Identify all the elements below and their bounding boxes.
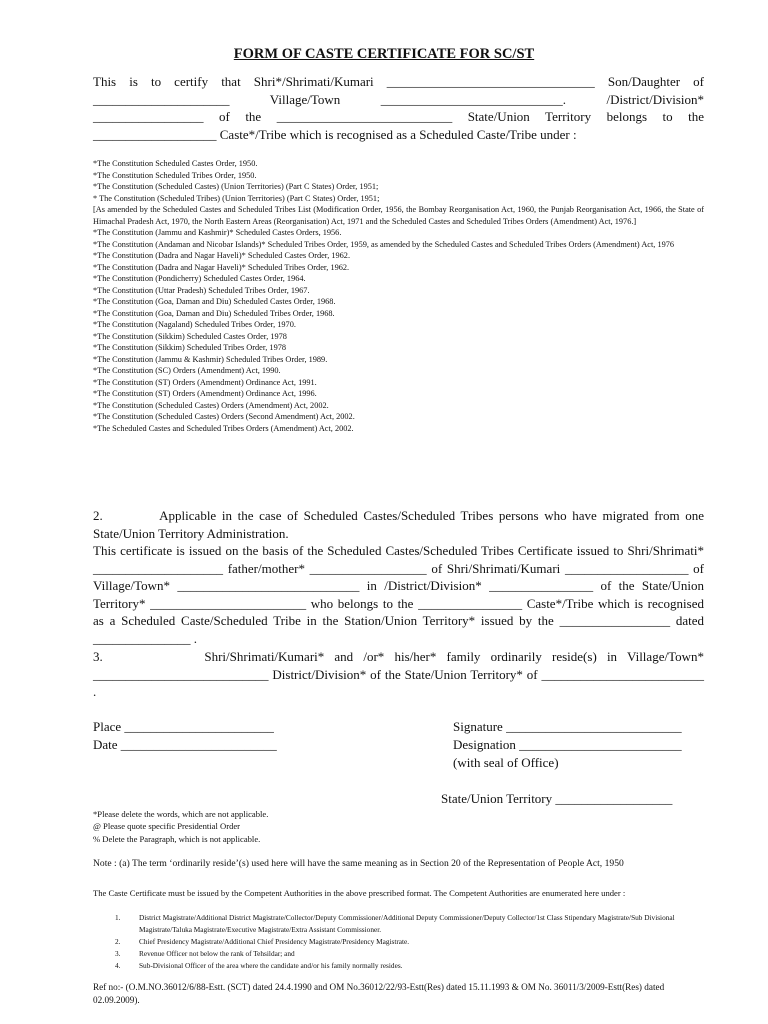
order-item: *The Constitution (Uttar Pradesh) Scheduled Tribes Order, 1967. (93, 285, 310, 295)
competent-authorities-intro: The Caste Certificate must be issued by the Competent Authorities in the above prescribed format. The Competent Authorities are enumerated here under : (93, 888, 626, 898)
order-item: *The Constitution (Sikkim) Scheduled Tribes Order, 1978 (93, 343, 287, 352)
footnote: *Please delete the words, which are not applicable. (93, 809, 269, 819)
constitution-orders-list (93, 158, 704, 434)
form-title: FORM OF CASTE CERTIFICATE FOR SC/ST (233, 46, 535, 62)
competent-authorities-list (115, 912, 705, 972)
order-item: *The Constitution (Dadra and Nagar Haveli)* Scheduled Castes Order, 1962. (93, 251, 351, 260)
order-item: *The Constitution (Andaman and Nicobar Islands)* Scheduled Tribes Order, 1959, as amended by the Scheduled Castes and Scheduled Tribes Orders (Amendment) Act, 1976 (93, 239, 675, 249)
order-item: *The Constitution (Pondicherry) Scheduled Castes Order, 1964. (93, 274, 306, 283)
state-ut-field: State/Union Territory __________________ (441, 791, 673, 806)
certification-paragraph: This is to certify that Shri*/Shrimati/Kumari ________________________________ Son/Daughter of _____________________ Village/Town ____________________________. /District/Division* _________________ of the ___________________________ State/Union Territory belongs to the ___________________ Caste*/Tribe which is recognised as a Scheduled Caste/Tribe under : (93, 74, 704, 142)
order-item: *The Constitution (Nagaland) Scheduled Tribes Order, 1970. (93, 320, 296, 329)
migration-paragraph: 2. Applicable in the case of Scheduled Castes/Scheduled Tribes persons who have migrated from one State/Union Territory Administration. (93, 508, 704, 541)
place-field: Place _______________________ (93, 719, 274, 734)
footnote: @ Please quote specific Presidential Order (93, 821, 241, 832)
order-item: *The Constitution (Goa, Daman and Diu) Scheduled Tribes Order, 1968. (93, 308, 335, 318)
order-item: * The Constitution (Scheduled Tribes) (Union Territories) (Part C States) Order, 1951; (93, 193, 380, 203)
order-item: *The Constitution (ST) Orders (Amendment) Ordinance Act, 1991. (93, 377, 317, 387)
list-item: 2. Chief Presidency Magistrate/Additional Chief Presidency Magistrate/Presidency Magistrate. (115, 936, 410, 946)
order-item: *The Constitution (SC) Orders (Amendment) Act, 1990. (93, 366, 281, 375)
signature-field: Signature ___________________________ (453, 719, 682, 734)
list-item: 1. District Magistrate/Additional District Magistrate/Collector/Deputy Commissioner/Additional Deputy Commissioner/Deputy Collector/1st Class Stipendary Magistrate/Sub Divisional Magistrate/Taluka Magistrate/Executive Magistrate/Extra Assistant Commissioner. (115, 913, 675, 934)
note-paragraph: Note : (a) The term ‘ordinarily reside’(s) used here will have the same meaning as in Section 20 of the Representation of People Act, 1950 (93, 858, 624, 869)
seal-note: (with seal of Office) (453, 755, 559, 770)
order-item: *The Constitution (Dadra and Nagar Haveli)* Scheduled Tribes Order, 1962. (93, 262, 350, 272)
order-item: *The Constitution (Scheduled Castes) Orders (Second Amendment) Act, 2002. (93, 412, 355, 421)
order-item: *The Constitution (Jammu and Kashmir)* Scheduled Castes Orders, 1956. (93, 228, 342, 237)
order-item: *The Scheduled Castes and Scheduled Tribes Orders (Amendment) Act, 2002. (93, 423, 354, 433)
order-item: *The Constitution (Scheduled Castes) Orders (Amendment) Act, 2002. (93, 400, 329, 410)
reference-note: Ref no:- (O.M.NO.36012/6/88-Estt. (SCT) dated 24.4.1990 and OM No.36012/22/93-Estt(Res) dated 15.11.1993 & OM No. 36011/3/2009-Estt(Res) dated 02.09.2009). (93, 982, 665, 1005)
order-item: *The Constitution Scheduled Castes Order, 1950. (93, 159, 258, 168)
order-item: *The Constitution (ST) Orders (Amendment) Ordinance Act, 1996. (93, 389, 317, 398)
designation-field: Designation _________________________ (453, 737, 682, 752)
order-item: *The Constitution (Goa, Daman and Diu) Scheduled Castes Order, 1968. (93, 297, 336, 306)
order-item: *The Constitution Scheduled Tribes Order, 1950. (93, 170, 257, 180)
date-field: Date ________________________ (93, 737, 277, 752)
residence-paragraph: 3. Shri/Shrimati/Kumari* and /or* his/her* family ordinarily reside(s) in Village/Town* ___________________________ District/Division* of the State/Union Territory* of _________________________ . (93, 649, 704, 700)
order-item: *The Constitution (Sikkim) Scheduled Castes Order, 1978 (93, 331, 287, 341)
order-item: *The Constitution (Scheduled Castes) (Union Territories) (Part C States) Order, 1951; (93, 182, 379, 191)
list-item: 4. Sub-Divisional Officer of the area where the candidate and/or his family normally resides. (115, 960, 403, 970)
footnotes (93, 808, 268, 845)
order-item: *The Constitution (Jammu & Kashmir) Scheduled Tribes Order, 1989. (93, 354, 328, 364)
footnote: % Delete the Paragraph, which is not applicable. (93, 833, 261, 844)
migration-certificate-paragraph: This certificate is issued on the basis of the Scheduled Castes/Scheduled Tribes Certificate issued to Shri/Shrimati* ____________________ father/mother* __________________ of Shri/Shrimati/Kumari ___________________ of Village/Town* ____________________________ in /District/Division* ________________ of the State/Union Territory* ________________________ who belongs to the ________________ Caste*/Tribe which is recognised as a Scheduled Caste/Scheduled Tribe in the Station/Union Territory* issued by the _________________ dated _______________ . (93, 543, 704, 646)
order-item: [As amended by the Scheduled Castes and Scheduled Tribes List (Modification Order, 1956, the Bombay Reorganisation Act, 1960, the Punjab Reorganisation Act, 1966, the State of Himachal Pradesh Act, 1970, the North Eastern Areas (Reorganisation) Act, 1971 and the Scheduled Castes and Scheduled Tribes Orders (Amendment) Act, 1976.] (93, 205, 704, 226)
list-item: 3. Revenue Officer not below the rank of Tehsildar; and (115, 948, 295, 958)
